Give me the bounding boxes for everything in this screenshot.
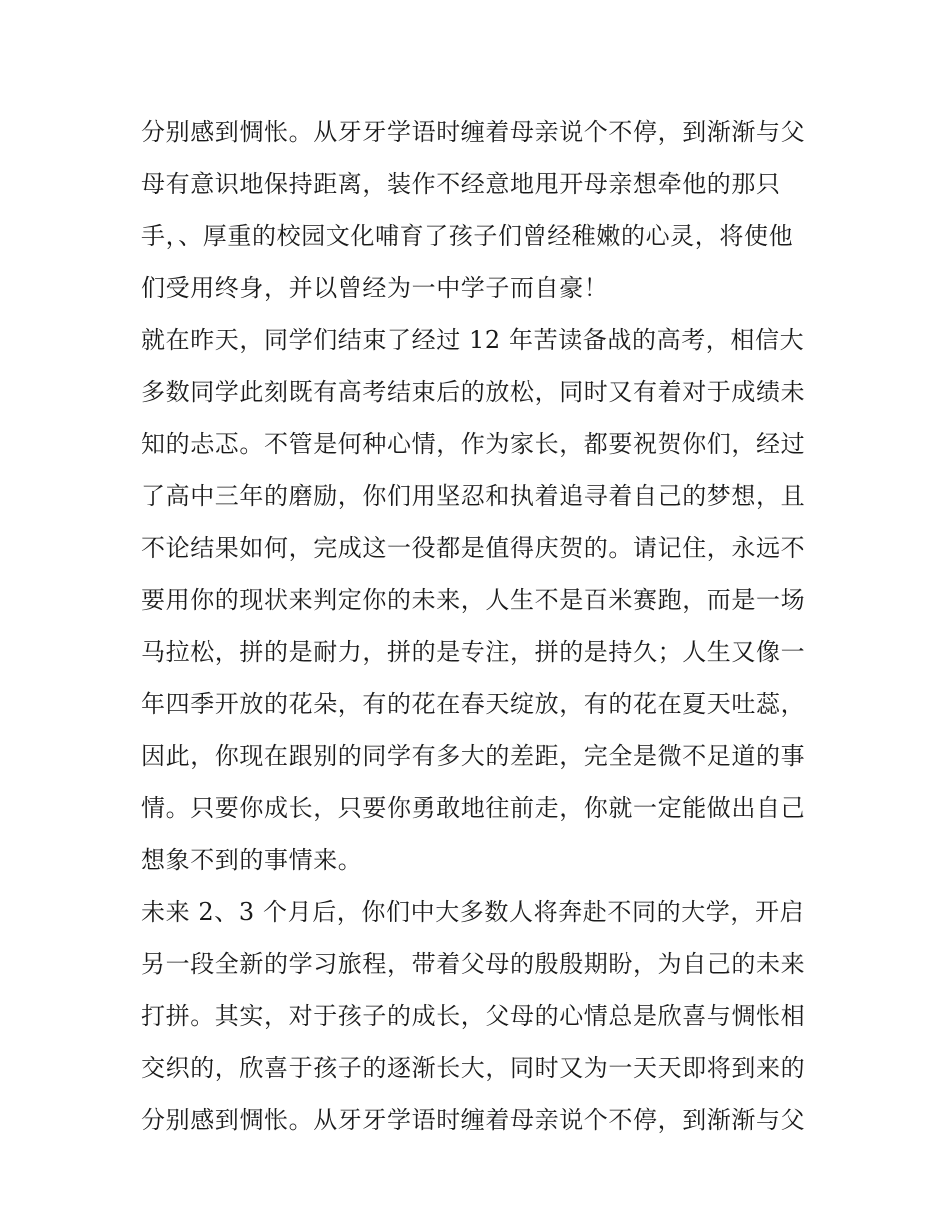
text-line: 想象不到的事情来。 (141, 846, 363, 874)
text-line: 多数同学此刻既有高考结束后的放松，同时又有着对于成绩未 (141, 378, 806, 406)
body-text (141, 106, 841, 1146)
text-line: 分别感到惆怅。从牙牙学语时缠着母亲说个不停，到渐渐与父 (141, 118, 806, 146)
text-line: 因此，你现在跟别的同学有多大的差距，完全是微不足道的事 (141, 742, 806, 770)
text-line: 打拼。其实，对于孩子的成长，父母的心情总是欣喜与惆怅相 (141, 1002, 806, 1030)
text-line: 不论结果如何，完成这一役都是值得庆贺的。请记住，永远不 (141, 534, 806, 562)
text-line: 了高中三年的磨励，你们用坚忍和执着追寻着自己的梦想，且 (141, 482, 806, 510)
text-line: 未来 2、3 个月后，你们中大多数人将奔赴不同的大学，开启 (141, 898, 805, 926)
text-line: 情。只要你成长，只要你勇敢地往前走，你就一定能做出自己 (141, 794, 806, 822)
text-line: 手，、厚重的校园文化哺育了孩子们曾经稚嫩的心灵，将使他 (141, 222, 794, 250)
text-line: 知的忐忑。不管是何种心情，作为家长，都要祝贺你们，经过 (141, 430, 806, 458)
text-line: 交织的，欣喜于孩子的逐渐长大，同时又为一天天即将到来的 (141, 1054, 806, 1082)
text-line: 年四季开放的花朵，有的花在春天绽放，有的花在夏天吐蕊， (141, 690, 806, 718)
text-line: 分别感到惆怅。从牙牙学语时缠着母亲说个不停，到渐渐与父 (141, 1106, 806, 1134)
text-line: 另一段全新的学习旅程，带着父母的殷殷期盼，为自己的未来 (141, 950, 806, 978)
text-line: 就在昨天，同学们结束了经过 12 年苦读备战的高考，相信大 (141, 326, 805, 354)
text-line: 要用你的现状来判定你的未来，人生不是百米赛跑，而是一场 (141, 586, 806, 614)
text-line: 母有意识地保持距离，装作不经意地甩开母亲想牵他的那只 (141, 170, 781, 198)
text-line: 们受用终身，并以曾经为一中学子而自豪！ (141, 274, 609, 302)
text-line: 马拉松，拼的是耐力，拼的是专注，拼的是持久；人生又像一 (141, 638, 806, 666)
